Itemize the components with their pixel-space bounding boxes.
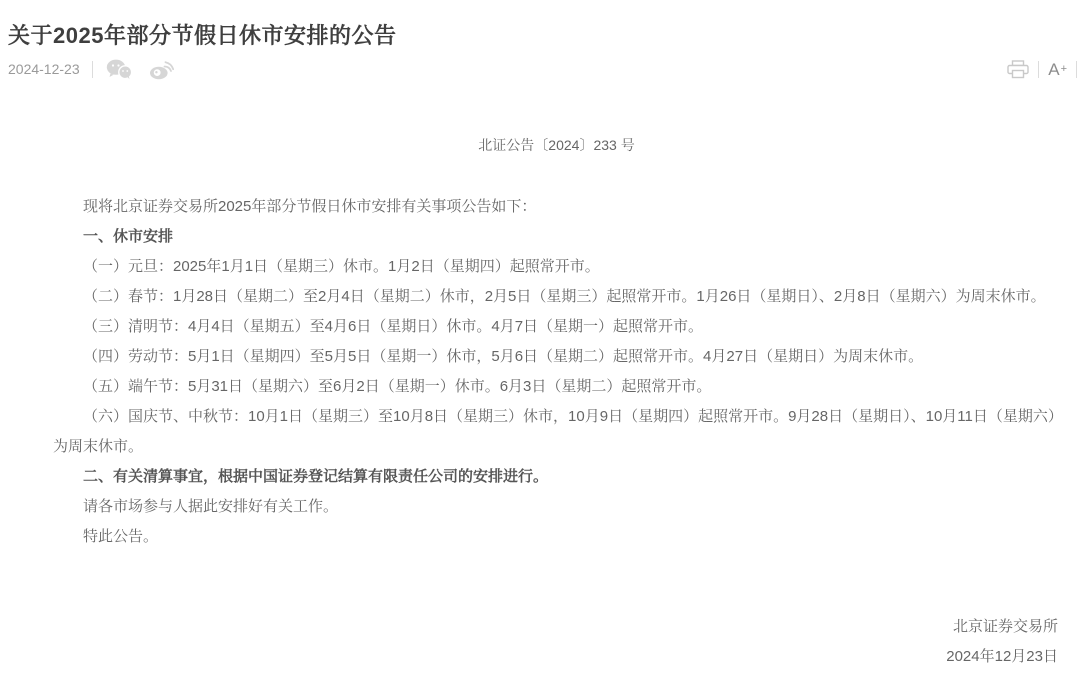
publish-date: 2024-12-23: [8, 61, 80, 77]
page-title: 关于2025年部分节假日休市安排的公告: [8, 22, 397, 48]
section-heading-2: 二、有关清算事宜，根据中国证券登记结算有限责任公司的安排进行。: [83, 468, 549, 485]
font-size-increase-button[interactable]: [1048, 61, 1067, 78]
toolbar-divider: [1038, 61, 1039, 78]
share-icons: [106, 59, 174, 80]
paragraph-closing: 特此公告。: [83, 528, 159, 545]
toolbar-edge-divider: [1076, 61, 1077, 78]
paragraph-request: 请各市场参与人据此安排好有关工作。: [83, 498, 339, 515]
weibo-share-icon[interactable]: [149, 59, 174, 80]
plus-sign: +: [1060, 62, 1067, 75]
meta-row: [8, 57, 174, 81]
toolbar: [1007, 57, 1080, 81]
holiday-item-spring-festival: （二）春节：1月28日（星期二）至2月4日（星期二）休市，2月5日（星期三）起照常开市。1月26日（星期日）、2月8日（星期六）为周末休市。: [83, 288, 1046, 305]
holiday-item-new-year: （一）元旦：2025年1月1日（星期三）休市。1月2日（星期四）起照常开市。: [83, 258, 600, 275]
print-icon[interactable]: [1007, 60, 1029, 79]
holiday-item-dragon-boat: （五）端午节：5月31日（星期六）至6月2日（星期一）休市。6月3日（星期二）起照常开市。: [83, 378, 712, 395]
signature-block: [53, 612, 1060, 672]
holiday-item-labor-day: （四）劳动节：5月1日（星期四）至5月5日（星期一）休市，5月6日（星期二）起照常开市。4月27日（星期日）为周末休市。: [83, 348, 924, 365]
signature-date: 2024年12月23日: [946, 648, 1058, 665]
signature-org: 北京证券交易所: [952, 618, 1058, 635]
wechat-share-icon[interactable]: [106, 59, 133, 80]
meta-divider: [92, 61, 93, 78]
holiday-item-national-day: （六）国庆节、中秋节：10月1日（星期三）至10月8日（星期三）休市，10月9日（星期四）起照常开市。9月28日（星期日）、10月11日（星期六）为周末休市。: [53, 408, 1056, 455]
doc-number: 北证公告〔2024〕233 号: [478, 137, 635, 153]
holiday-item-qingming: （三）清明节：4月4日（星期五）至4月6日（星期日）休市。4月7日（星期一）起照常开市。: [83, 318, 704, 335]
paragraph-intro: 现将北京证券交易所2025年部分节假日休市安排有关事项公告如下：: [83, 198, 537, 215]
announcement-body: [53, 130, 1060, 672]
section-heading-1: 一、休市安排: [83, 228, 174, 245]
font-size-label: A: [1048, 59, 1060, 79]
